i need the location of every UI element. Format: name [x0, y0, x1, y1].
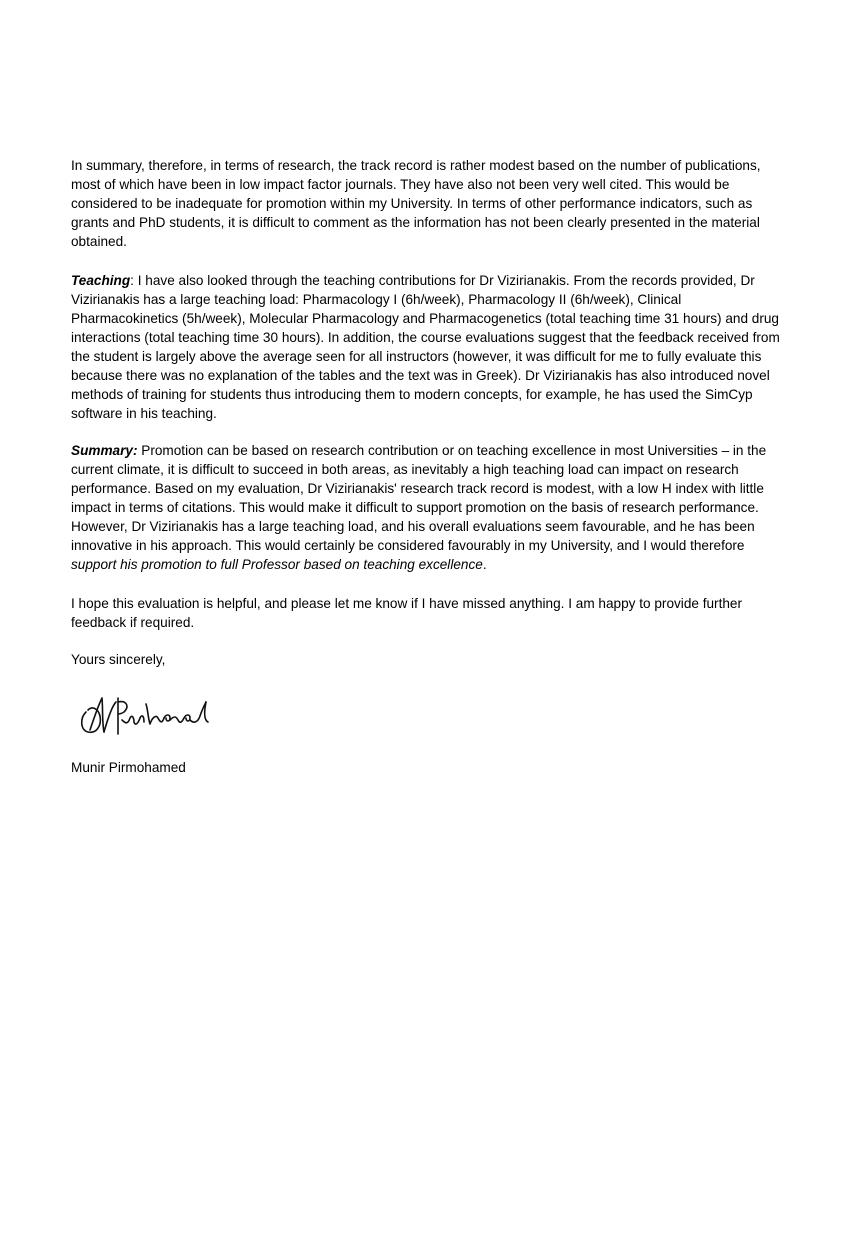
summary-recommendation: support his promotion to full Professor based on teaching excellence — [71, 557, 483, 572]
signatory-name: Munir Pirmohamed — [71, 760, 186, 775]
research-summary-paragraph: In summary, therefore, in terms of research, the track record is rather modest based on the number of publications, most of which have been in low impact factor journals. They have also not been very well cited. This would be considered to be inadequate for promotion within my University. In terms of other performance indicators, such as grants and PhD students, it is difficult to comment as the information has not been clearly presented in the material obtained. — [71, 158, 761, 249]
summary-body: Promotion can be based on research contribution or on teaching excellence in most Universities – in the current climate, it is difficult to succeed in both areas, as inevitably a high teaching load can impact on research performance. Based on my evaluation, Dr Vizirianakis' research track record is modest, with a low H index with little impact in terms of citations. This would make it difficult to support promotion on the basis of research performance. However, Dr Vizirianakis has a large teaching load, and his overall evaluations seem favourable, and he has been innovative in his approach. This would certainly be considered favourably in my University, and I would therefore — [71, 443, 767, 553]
summary-end: . — [482, 557, 487, 572]
teaching-heading: Teaching — [71, 273, 131, 288]
salutation: Yours sincerely, — [71, 652, 166, 667]
summary-paragraph — [71, 441, 781, 574]
handwritten-signature — [72, 688, 222, 740]
closing-paragraph: I hope this evaluation is helpful, and please let me know if I have missed anything. I am happy to provide further feedback if required. — [71, 596, 743, 630]
summary-heading: Summary: — [71, 443, 138, 458]
teaching-paragraph — [71, 271, 781, 423]
teaching-body: : I have also looked through the teaching contributions for Dr Vizirianakis. From the records provided, Dr Vizirianakis has a large teaching load: Pharmacology I (6h/week), Pharmacology II (6h/week), Clinical Pharmacokinetics (5h/week), Molecular Pharmacology and Pharmacogenetics (total teaching time 31 hours) and drug interactions (total teaching time 30 hours). In addition, the course evaluations suggest that the feedback received from the student is largely above the average seen for all instructors (however, it was difficult for me to fully evaluate this because there was no explanation of the tables and the text was in Greek). Dr Vizirianakis has also introduced novel methods of training for students thus introducing them to modern concepts, for example, he has used the SimCyp software in his teaching. — [71, 273, 780, 421]
